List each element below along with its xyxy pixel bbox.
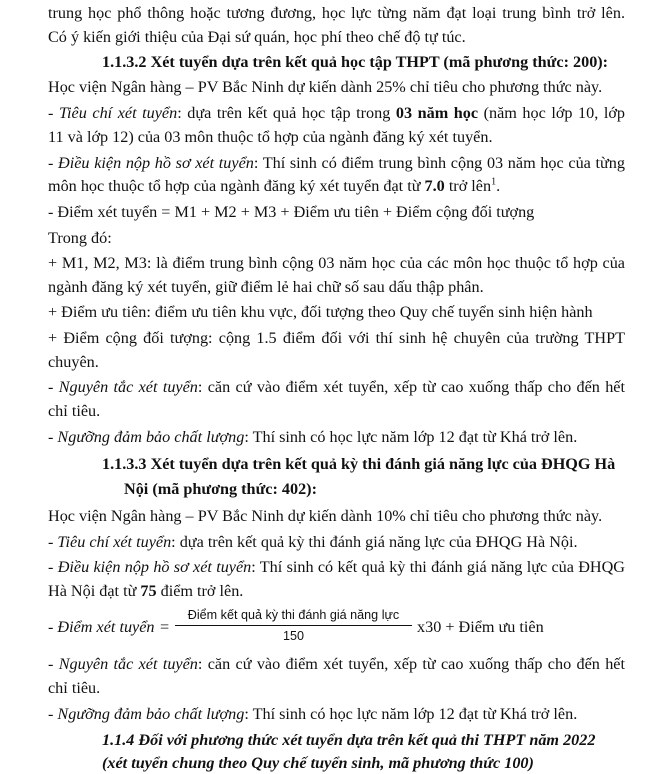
fraction <box>175 607 412 645</box>
paragraph-line: chuyên. <box>48 353 99 371</box>
condition-label: - Điều kiện nộp hồ sơ xét tuyển <box>48 154 254 172</box>
criteria-label: - Tiêu chí xét tuyển <box>48 533 172 551</box>
criteria-line: - Tiêu chí xét tuyển: dựa trên kết quả học tập trong 03 năm học (năm học lớp 10, lớp <box>48 104 625 122</box>
section-heading-1-1-3-3: 1.1.3.3 Xét tuyển dựa trên kết quả kỳ thi đánh giá năng lực của ĐHQG Hà <box>102 455 616 473</box>
threshold-line: - Ngưỡng đảm bảo chất lượng: Thí sinh có học lực năm lớp 12 đạt từ Khá trở lên. <box>48 428 578 446</box>
principle-line: - Nguyên tắc xét tuyển: căn cứ vào điểm xét tuyển, xếp từ cao xuống thấp cho đến hết <box>48 378 625 396</box>
equals-sign: = <box>160 618 170 636</box>
section-heading-1-1-4-cont: (xét tuyển chung theo Quy chế tuyển sinh, mã phương thức 100) <box>102 754 534 772</box>
paragraph-line: Trong đó: <box>48 229 112 247</box>
principle-line: chỉ tiêu. <box>48 679 101 697</box>
threshold-line: - Ngưỡng đảm bảo chất lượng: Thí sinh có học lực năm lớp 12 đạt từ Khá trở lên. <box>48 705 578 723</box>
section-heading-1-1-3-2: 1.1.3.2 Xét tuyển dựa trên kết quả học tập THPT (mã phương thức: 200): <box>102 53 609 71</box>
paragraph-line: trung học phổ thông hoặc tương đương, học lực từng năm đạt loại trung bình trở lên. <box>48 4 625 22</box>
paragraph-line: Học viện Ngân hàng – PV Bắc Ninh dự kiến dành 10% chỉ tiêu cho phương thức này. <box>48 507 603 525</box>
fraction-bar <box>175 625 412 626</box>
condition-line: Hà Nội đạt từ 75 điểm trở lên. <box>48 582 244 600</box>
threshold-label: - Ngưỡng đảm bảo chất lượng <box>48 705 245 723</box>
footnote-marker: 1 <box>491 176 497 188</box>
formula-remainder: x30 + Điểm ưu tiên <box>417 618 544 636</box>
condition-line: môn học thuộc tổ hợp của ngành đăng ký xét tuyển đạt từ 7.0 trở lên$^1$. <box>48 176 501 195</box>
paragraph-line: Có ý kiến giới thiệu của Đại sứ quán, học phí theo chế độ tự túc. <box>48 28 466 46</box>
criteria-line: 11 và lớp 12) của 03 môn thuộc tổ hợp của ngành đăng ký xét tuyển. <box>48 128 493 146</box>
criteria-label: - Tiêu chí xét tuyển <box>48 104 178 122</box>
condition-label: - Điều kiện nộp hồ sơ xét tuyển <box>48 558 252 576</box>
principle-line: - Nguyên tắc xét tuyển: căn cứ vào điểm xét tuyển, xếp từ cao xuống thấp cho đến hết <box>48 655 625 673</box>
paragraph-line: + Điểm ưu tiên: điểm ưu tiên khu vực, đối tượng theo Quy chế tuyển sinh hiện hành <box>48 303 593 321</box>
fraction-denominator: 150 <box>282 629 304 643</box>
principle-label: - Nguyên tắc xét tuyển <box>48 378 198 396</box>
principle-label: - Nguyên tắc xét tuyển <box>48 655 198 673</box>
principle-line: chỉ tiêu. <box>48 402 101 420</box>
criteria-line: - Tiêu chí xét tuyển: dựa trên kết quả kỳ thi đánh giá năng lực của ĐHQG Hà Nội. <box>48 533 578 551</box>
paragraph-line: + M1, M2, M3: là điểm trung bình cộng 03 năm học của các môn học thuộc tổ hợp của <box>48 254 625 272</box>
section-heading-1-1-4: 1.1.4 Đối với phương thức xét tuyển dựa trên kết quả thi THPT năm 2022 <box>102 731 596 749</box>
fraction-numerator: Điểm kết quả kỳ thi đánh giá năng lực <box>187 608 400 622</box>
condition-line: - Điều kiện nộp hồ sơ xét tuyển: Thí sinh có kết quả kỳ thi đánh giá năng lực của ĐHQG <box>48 558 625 576</box>
score-formula-line: - Điểm xét tuyển = M1 + M2 + M3 + Điểm ưu tiên + Điểm cộng đối tượng <box>48 203 535 221</box>
paragraph-line: + Điểm cộng đối tượng: cộng 1.5 điểm đối với thí sinh hệ chuyên của trường THPT <box>48 329 625 347</box>
formula-label: - Điểm xét tuyển <box>48 618 155 636</box>
paragraph-line: ngành đăng ký xét tuyển, giữ điểm lẻ hai chữ số sau dấu thập phân. <box>48 278 484 296</box>
threshold-label: - Ngưỡng đảm bảo chất lượng <box>48 428 245 446</box>
paragraph-line: Học viện Ngân hàng – PV Bắc Ninh dự kiến dành 25% chỉ tiêu cho phương thức này. <box>48 78 603 96</box>
section-heading-1-1-3-3-cont: Nội (mã phương thức: 402): <box>124 480 317 498</box>
condition-line: - Điều kiện nộp hồ sơ xét tuyển: Thí sinh có điểm trung bình cộng 03 năm học của từng <box>48 154 625 172</box>
